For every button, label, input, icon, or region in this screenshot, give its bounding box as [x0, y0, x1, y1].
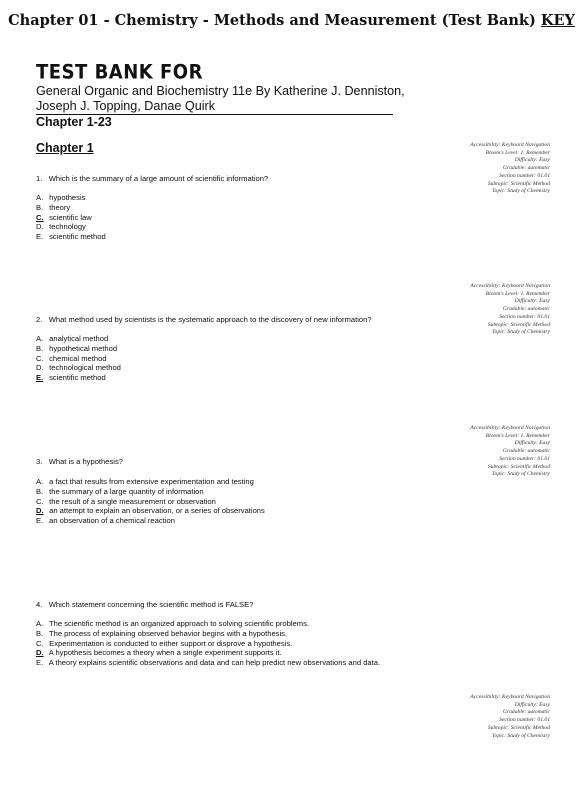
answer-option	[36, 477, 396, 487]
option-text: an attempt to explain an observation, or a series of observations	[49, 506, 265, 516]
question-stem	[36, 315, 372, 324]
question-text: What method used by scientists is the systematic approach to the discovery of new information?	[48, 315, 372, 324]
meta-line: Gradable: automatic	[502, 306, 550, 313]
answer-option	[36, 619, 396, 629]
test-bank-subtitle: General Organic and Biochemistry 11e By Katherine J. Denniston, Joseph J. Topping, Danae Quirk	[36, 84, 405, 113]
answer-option	[36, 203, 396, 213]
answer-option-correct	[36, 506, 396, 516]
meta-line: Section number: 01.01	[499, 313, 550, 320]
meta-line: Difficulty: Easy	[514, 701, 550, 708]
key-label: KEY	[540, 12, 575, 29]
option-letter: A.	[36, 619, 44, 628]
option-text: hypothetical method	[49, 343, 118, 353]
question-meta	[390, 694, 550, 740]
meta-line: Section number: 01.01	[499, 172, 550, 179]
answer-option	[36, 629, 396, 639]
option-letter: B.	[36, 628, 44, 638]
option-letter: C.	[36, 353, 44, 363]
meta-line: Subtopic: Scientific Method	[487, 321, 550, 328]
answer-option	[36, 658, 396, 668]
question-number: 2.	[36, 315, 43, 324]
question-meta	[390, 283, 550, 337]
answer-option-correct	[36, 213, 396, 223]
answer-option	[36, 222, 396, 232]
meta-line: Difficulty: Easy	[514, 298, 550, 305]
option-letter: A.	[36, 193, 44, 202]
meta-line: Bloom's Level: 1. Remember	[485, 290, 550, 297]
answer-option	[36, 334, 396, 344]
meta-line: Gradable: automatic	[502, 448, 550, 455]
option-text: theory	[49, 202, 71, 212]
option-text: chemical method	[49, 353, 107, 363]
test-bank-heading: TEST BANK FOR	[36, 61, 203, 85]
option-letter: A.	[36, 477, 44, 486]
chapter-range: Chapter 1-23	[36, 115, 112, 129]
answer-options	[36, 334, 396, 383]
option-text: scientific law	[49, 212, 92, 222]
question-meta	[390, 425, 550, 479]
answer-options	[36, 619, 396, 668]
option-letter: D.	[36, 222, 44, 232]
meta-line: Gradable: automatic	[502, 709, 550, 716]
meta-line: Subtopic: Scientific Method	[487, 180, 550, 187]
option-letter: E.	[36, 373, 44, 383]
option-letter: B.	[36, 202, 44, 212]
option-letter: E.	[36, 658, 44, 668]
meta-line: Bloom's Level: 1. Remember	[485, 432, 550, 439]
question-number: 1.	[36, 174, 43, 183]
option-letter: C.	[36, 212, 44, 222]
answer-option	[36, 516, 396, 526]
option-text: The process of explaining observed behavior begins with a hypothesis.	[48, 628, 288, 638]
option-text: an observation of a chemical reaction	[49, 516, 175, 526]
question-stem	[36, 457, 123, 466]
answer-option	[36, 354, 396, 364]
answer-option	[36, 363, 396, 373]
question-text: Which statement concerning the scientific method is FALSE?	[48, 600, 254, 609]
option-text: The scientific method is an organized approach to solving scientific problems.	[48, 619, 309, 628]
option-text: analytical method	[49, 334, 109, 343]
option-text: technological method	[49, 363, 121, 373]
meta-line: Subtopic: Scientific Method	[487, 724, 550, 731]
meta-line: Topic: Study of Chemistry	[491, 188, 550, 195]
question-text: What is a hypothesis?	[48, 457, 123, 466]
document-title	[0, 12, 583, 29]
meta-line: Accessibility: Keyboard Navigation	[470, 283, 550, 289]
answer-options	[36, 193, 396, 242]
option-letter: D.	[36, 648, 44, 658]
meta-line: Accessibility: Keyboard Navigation	[470, 142, 550, 148]
meta-line: Topic: Study of Chemistry	[491, 732, 550, 739]
option-text: A hypothesis becomes a theory when a single experiment supports it.	[48, 648, 282, 658]
question-number: 4.	[36, 600, 43, 609]
chapter-heading: Chapter 1	[36, 141, 94, 155]
meta-line: Gradable: automatic	[502, 165, 550, 172]
answer-option	[36, 487, 396, 497]
meta-line: Section number: 01.01	[499, 717, 550, 724]
option-letter: B.	[36, 343, 44, 353]
meta-line: Bloom's Level: 1. Remember	[485, 149, 550, 156]
meta-line: Section number: 01.01	[499, 455, 550, 462]
meta-line: Difficulty: Easy	[514, 157, 550, 164]
question-stem	[36, 174, 268, 183]
answer-option	[36, 497, 396, 507]
option-text: technology	[49, 222, 86, 232]
question-meta	[390, 142, 550, 196]
answer-option-correct	[36, 373, 396, 383]
question-number: 3.	[36, 457, 43, 466]
question-stem	[36, 600, 253, 609]
option-text: A theory explains scientific observations and data and can help predict new observations and data.	[48, 658, 381, 668]
document-title-text: Chapter 01 - Chemistry - Methods and Measurement (Test Bank)	[8, 12, 536, 29]
answer-options	[36, 477, 396, 526]
option-text: hypothesis	[49, 193, 86, 202]
meta-line: Accessibility: Keyboard Navigation	[470, 694, 550, 700]
option-text: a fact that results from extensive experimentation and testing	[49, 477, 254, 486]
option-text: scientific method	[49, 373, 106, 383]
option-text: Experimentation is conducted to either support or disprove a hypothesis.	[49, 638, 293, 648]
answer-option	[36, 639, 396, 649]
answer-option	[36, 344, 396, 354]
option-letter: A.	[36, 334, 44, 343]
meta-line: Topic: Study of Chemistry	[491, 329, 550, 336]
option-text: the result of a single measurement or observation	[49, 496, 216, 506]
question-text: Which is the summary of a large amount of scientific information?	[48, 174, 269, 183]
option-letter: B.	[36, 486, 44, 496]
option-text: scientific method	[49, 232, 106, 242]
option-letter: E.	[36, 516, 44, 526]
meta-line: Difficulty: Easy	[514, 440, 550, 447]
option-letter: C.	[36, 638, 44, 648]
meta-line: Subtopic: Scientific Method	[487, 463, 550, 470]
answer-option	[36, 232, 396, 242]
option-letter: E.	[36, 232, 44, 242]
meta-line: Topic: Study of Chemistry	[491, 471, 550, 478]
answer-option-correct	[36, 648, 396, 658]
option-text: the summary of a large quantity of information	[49, 486, 204, 496]
option-letter: C.	[36, 496, 44, 506]
meta-line: Accessibility: Keyboard Navigation	[470, 425, 550, 431]
option-letter: D.	[36, 506, 44, 516]
answer-option	[36, 193, 396, 203]
option-letter: D.	[36, 363, 44, 373]
